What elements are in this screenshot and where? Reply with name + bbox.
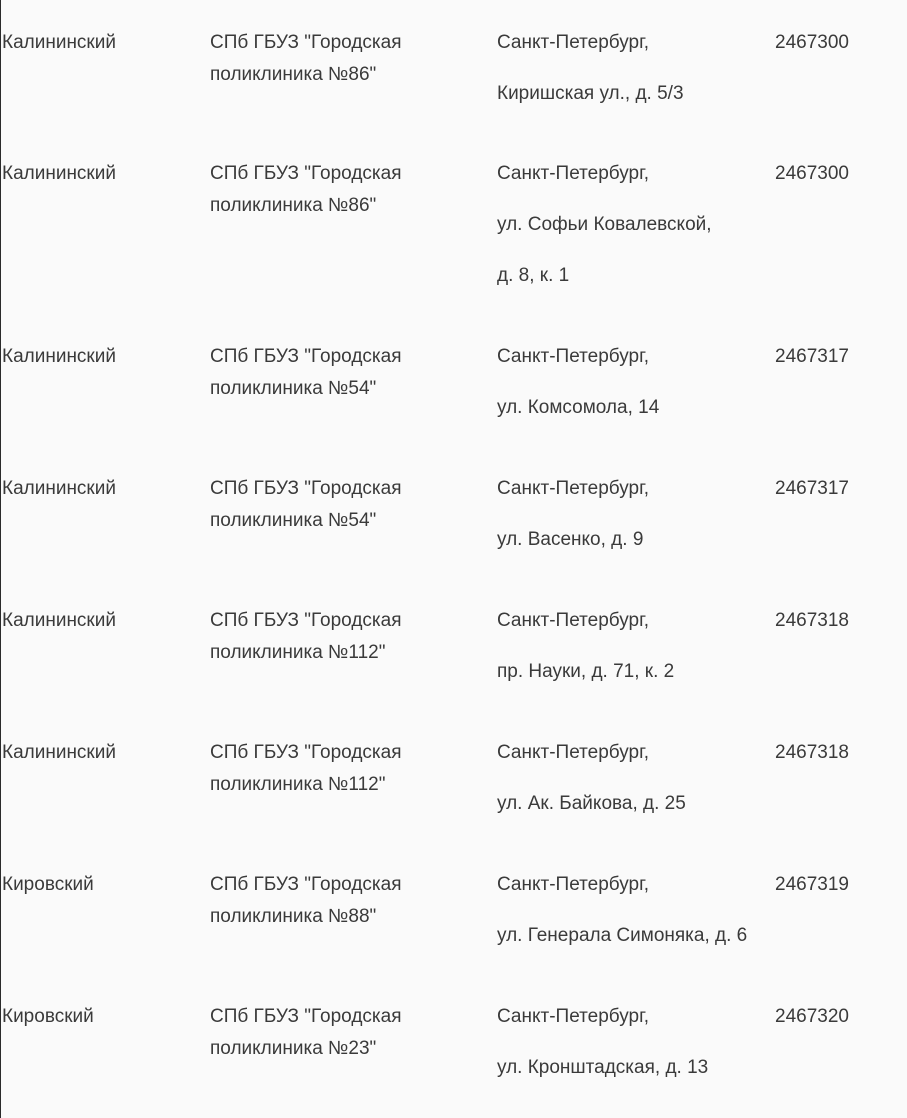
- organization-cell: СПб ГБУЗ "Городская поликлиника №54": [210, 478, 402, 531]
- organization-cell: СПб ГБУЗ "Городская поликлиника №112": [210, 610, 402, 663]
- organization-cell: СПб ГБУЗ "Городская поликлиника №23": [210, 1006, 402, 1059]
- district-cell: Калининский: [2, 346, 116, 367]
- address-cell: Санкт-Петербург, ул. Софьи Ковалевской, д. 8, к. 1: [497, 163, 712, 286]
- code-cell: 2467320: [775, 1006, 849, 1027]
- district-cell: Калининский: [2, 742, 116, 763]
- address-cell: Санкт-Петербург, пр. Науки, д. 71, к. 2: [497, 610, 675, 682]
- organization-cell: СПб ГБУЗ "Городская поликлиника №112": [210, 742, 402, 795]
- organization-cell: СПб ГБУЗ "Городская поликлиника №88": [210, 874, 402, 927]
- code-cell: 2467300: [775, 163, 849, 184]
- district-cell: Калининский: [2, 163, 116, 184]
- organization-cell: СПб ГБУЗ "Городская поликлиника №86": [210, 163, 402, 216]
- table-left-border: [0, 0, 1, 1118]
- address-cell: Санкт-Петербург, ул. Генерала Симоняка, д. 6: [497, 874, 748, 946]
- code-cell: 2467317: [775, 346, 849, 367]
- code-cell: 2467317: [775, 478, 849, 499]
- organization-cell: СПб ГБУЗ "Городская поликлиника №86": [210, 32, 402, 85]
- code-cell: 2467318: [775, 742, 849, 763]
- code-cell: 2467319: [775, 874, 849, 895]
- district-cell: Кировский: [2, 874, 94, 895]
- district-cell: Кировский: [2, 1006, 94, 1027]
- address-cell: Санкт-Петербург, Киришская ул., д. 5/3: [497, 32, 684, 104]
- district-cell: Калининский: [2, 32, 116, 53]
- address-cell: Санкт-Петербург, ул. Комсомола, 14: [497, 346, 660, 418]
- district-cell: Калининский: [2, 478, 116, 499]
- district-cell: Калининский: [2, 610, 116, 631]
- address-cell: Санкт-Петербург, ул. Ак. Байкова, д. 25: [497, 742, 686, 814]
- address-cell: Санкт-Петербург, ул. Васенко, д. 9: [497, 478, 649, 550]
- address-cell: Санкт-Петербург, ул. Кронштадская, д. 13: [497, 1006, 709, 1078]
- organization-cell: СПб ГБУЗ "Городская поликлиника №54": [210, 346, 402, 399]
- code-cell: 2467318: [775, 610, 849, 631]
- code-cell: 2467300: [775, 32, 849, 53]
